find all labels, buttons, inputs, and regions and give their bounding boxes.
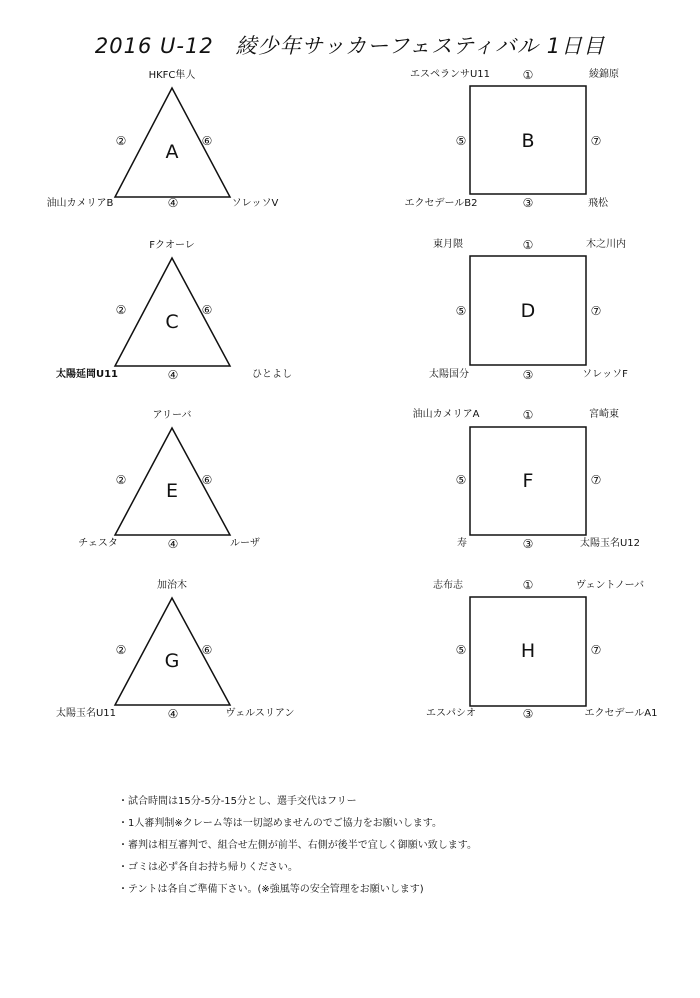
- match-number: ③: [522, 537, 534, 551]
- match-number: ⑦: [590, 473, 602, 487]
- team-bottom-left: 太陽玉名U11: [55, 708, 117, 719]
- note-item: ・審判は相互審判で、組合せ左側が前半、右側が後半で宜しく御願い致します。: [118, 840, 477, 851]
- note-item: ・ゴミは必ず各自お持ち帰りください。: [118, 862, 298, 873]
- team-bottom-right: 飛松: [588, 198, 608, 209]
- team-bottom-left: 太陽国分: [429, 369, 469, 380]
- team-top-right: ヴェントノーバ: [575, 580, 645, 591]
- team-top-right: 綾錦原: [589, 69, 619, 80]
- team-top-left: 油山カメリアA: [412, 409, 480, 420]
- match-number: ⑦: [590, 304, 602, 318]
- match-number: ①: [522, 408, 534, 422]
- team-bottom-right: エクセデールA1: [584, 708, 658, 719]
- match-number: ⑥: [201, 303, 213, 317]
- match-number: ①: [522, 238, 534, 252]
- match-number: ⑥: [201, 473, 213, 487]
- team-bottom-left: 太陽延岡U11: [55, 369, 119, 380]
- team-bottom-right: ルーザ: [230, 538, 260, 549]
- team-bottom-left: チェスタ: [78, 538, 118, 549]
- note-item: ・試合時間は15分-5分-15分とし、選手交代はフリー: [118, 796, 357, 807]
- match-number: ②: [115, 303, 127, 317]
- team-bottom-right: ソレッソV: [231, 198, 279, 209]
- group-letter: E: [165, 480, 179, 502]
- match-number: ⑤: [455, 473, 467, 487]
- match-number: ④: [167, 707, 179, 721]
- group-letter: H: [520, 640, 536, 662]
- team-bottom-right: 太陽玉名U12: [579, 538, 641, 549]
- team-bottom-right: ひとよし: [252, 369, 292, 380]
- match-number: ②: [115, 134, 127, 148]
- match-number: ⑤: [455, 134, 467, 148]
- group-letter: C: [165, 311, 179, 333]
- team-bottom-right: ソレッソF: [582, 369, 628, 380]
- match-number: ④: [167, 196, 179, 210]
- match-number: ⑥: [201, 643, 213, 657]
- team-bottom-left: 寿: [457, 538, 467, 549]
- note-item: ・テントは各自ご準備下さい。(※強風等の安全管理をお願いします): [118, 884, 424, 895]
- match-number: ⑥: [201, 134, 213, 148]
- match-number: ②: [115, 643, 127, 657]
- team-top-left: 東月隈: [433, 239, 463, 250]
- match-number: ③: [522, 196, 534, 210]
- group-letter: A: [165, 141, 179, 163]
- match-number: ③: [522, 707, 534, 721]
- match-number: ⑤: [455, 304, 467, 318]
- match-number: ④: [167, 368, 179, 382]
- match-number: ②: [115, 473, 127, 487]
- team-bottom-right: ヴェルスリアン: [225, 708, 295, 719]
- match-number: ③: [522, 368, 534, 382]
- page-title: 2016 U-12 綾少年サッカーフェスティバル 1日目: [94, 34, 606, 58]
- team-bottom-left: エスパシオ: [426, 708, 476, 719]
- team-top-left: エスペランサU11: [409, 69, 491, 80]
- match-number: ⑤: [455, 643, 467, 657]
- note-item: ・1人審判制※クレーム等は一切認めませんのでご協力をお願いします。: [118, 818, 442, 829]
- team-top: HKFC隼人: [148, 70, 196, 81]
- team-top: アリーバ: [152, 410, 192, 421]
- team-top-right: 木之川内: [586, 239, 626, 250]
- match-number: ①: [522, 578, 534, 592]
- group-letter: G: [164, 650, 180, 672]
- team-bottom-left: エクセデールB2: [404, 198, 478, 209]
- group-letter: F: [522, 470, 534, 492]
- group-letter: B: [521, 130, 535, 152]
- team-top: 加治木: [157, 580, 187, 591]
- match-number: ①: [522, 68, 534, 82]
- team-bottom-left: 油山カメリアB: [46, 198, 114, 209]
- group-letter: D: [520, 300, 536, 322]
- match-number: ⑦: [590, 643, 602, 657]
- team-top-right: 宮崎東: [589, 409, 619, 420]
- match-number: ⑦: [590, 134, 602, 148]
- notes-list: [118, 791, 477, 901]
- team-top: Fクオーレ: [149, 240, 195, 251]
- team-top-left: 志布志: [433, 580, 463, 591]
- match-number: ④: [167, 537, 179, 551]
